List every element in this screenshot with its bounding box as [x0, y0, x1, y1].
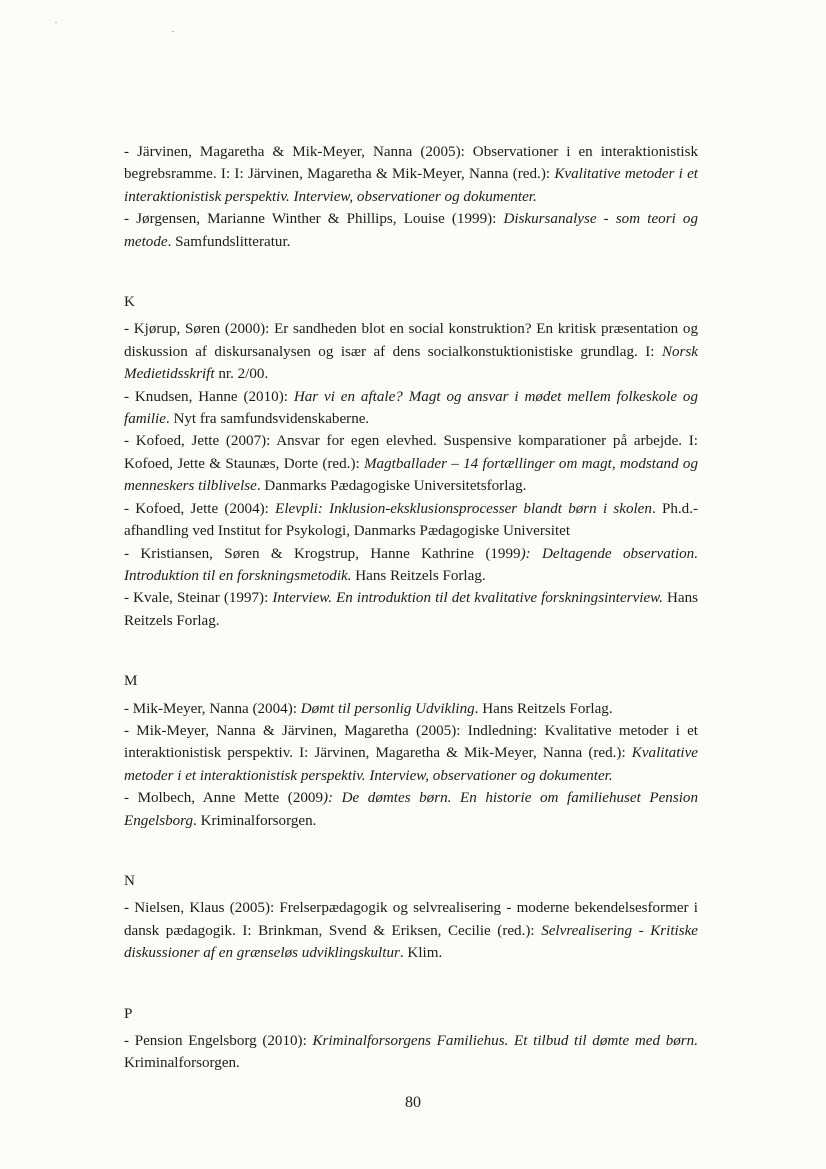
reference-text: - Järvinen, Magaretha & Mik-Meyer, Nanna (2005): Observationer i en interaktionistisk begrebsramme. I: I: Järvinen, Magaretha & Mik-Meyer, Nanna (red.):: [124, 144, 698, 183]
reference-text: - Nielsen, Klaus (2005): Frelserpædagogik og selvrealisering - moderne bekendelsesformer i dansk pædagogik. I: Brinkman, Svend & Eriksen, Cecilie (red.):: [124, 900, 698, 939]
reference-text: - Kjørup, Søren (2000): Er sandheden blot en social konstruktion? En kritisk præsentation og diskussion af diskursanalysen og især af dens socialkonstuktionistiske grundlag. I:: [124, 321, 698, 360]
reference-text: - Molbech, Anne Mette (2009: [124, 790, 324, 807]
reference-text: nr. 2/00.: [214, 366, 269, 383]
reference-text: . Ph.d.-afhandling ved Institut for Psykologi, Danmarks Pædagogiske Universitet: [124, 500, 699, 540]
bibliography-section: [124, 965, 698, 1075]
reference-entry: [124, 386, 698, 431]
reference-text: . Hans Reitzels Forlag.: [474, 700, 613, 717]
reference-text: - Mik-Meyer, Nanna & Järvinen, Magaretha (2005): Indledning: Kvalitative metoder i et interaktionistisk perspektiv. I: Järvinen, Magaretha & Mik-Meyer, Nanna (red.):: [124, 722, 698, 762]
reference-text: . Danmarks Pædagogiske Universitetsforlag.: [256, 478, 527, 495]
bibliography: [124, 141, 698, 1075]
reference-entry: [124, 587, 698, 632]
section-letter-heading: K: [124, 294, 135, 311]
reference-entry: [124, 720, 698, 787]
reference-title: Kvalitative metoder i et interaktionistisk perspektiv. Interview, observationer og dokumenter.: [124, 166, 699, 205]
reference-title: Diskursanalyse - som teori og metode: [124, 211, 698, 250]
reference-text: - Kvale, Steinar (1997):: [124, 590, 273, 607]
reference-text: - Kofoed, Jette (2007): Ansvar for egen elevhed. Suspensive komparationer på arbejde. I: Kofoed, Jette & Staunæs, Dorte (red.):: [124, 433, 698, 472]
reference-text: - Mik-Meyer, Nanna (2004):: [124, 700, 301, 717]
reference-title: ): De dømtes børn. En historie om familiehuset Pension Engelsborg: [124, 790, 699, 829]
reference-text: - Knudsen, Hanne (2010):: [124, 388, 294, 405]
reference-text: Kriminalforsorgen.: [124, 1055, 240, 1072]
bibliography-section: [124, 253, 698, 632]
reference-entry: [124, 543, 698, 588]
reference-entry: [124, 787, 698, 832]
section-letter-heading: N: [124, 872, 135, 889]
reference-entry: [124, 430, 698, 497]
reference-title: Magtballader – 14 fortællinger om magt, modstand og menneskers tilblivelse: [124, 455, 699, 495]
reference-text: . Klim.: [399, 945, 443, 962]
reference-entry: [124, 897, 698, 964]
scan-speck: [55, 22, 57, 23]
reference-text: - Kofoed, Jette (2004):: [124, 500, 276, 517]
reference-text: . Nyt fra samfundsvidenskaberne.: [165, 411, 370, 428]
bibliography-section: [124, 832, 698, 965]
reference-title: Dømt til personlig Udvikling: [300, 700, 475, 717]
section-letter-heading: P: [124, 1005, 133, 1022]
reference-text: - Pension Engelsborg (2010):: [124, 1033, 313, 1049]
reference-text: - Jørgensen, Marianne Winther & Phillips, Louise (1999):: [124, 211, 504, 228]
section-letter-heading: M: [124, 673, 138, 690]
reference-title: Norsk Medietidsskrift: [124, 343, 698, 383]
reference-text: Hans Reitzels Forlag.: [124, 590, 698, 629]
page-number: 80: [405, 1094, 421, 1111]
reference-entry: [124, 698, 698, 720]
reference-text: Hans Reitzels Forlag.: [351, 567, 486, 584]
reference-title: Kriminalforsorgens Familiehus. Et tilbud til dømte med børn.: [312, 1033, 698, 1049]
reference-entry: [124, 498, 698, 543]
bibliography-section: [124, 141, 698, 253]
reference-entry: [124, 208, 698, 253]
reference-title: Interview. En introduktion til det kvalitative forskningsinterview.: [272, 590, 663, 607]
reference-title: Har vi en aftale? Magt og ansvar i mødet mellem folkeskole og familie: [124, 388, 698, 428]
scan-speck: [172, 31, 174, 32]
reference-text: . Kriminalforsorgen.: [193, 812, 317, 829]
reference-title: Selvrealisering - Kritiske diskussioner af en grænseløs udviklingskultur: [124, 922, 698, 962]
reference-title: Elevpli: Inklusion-eksklusionsprocesser blandt børn i skolen: [275, 500, 652, 517]
reference-entry: [124, 1030, 698, 1075]
reference-entry: [124, 141, 698, 208]
bibliography-section: [124, 632, 698, 832]
reference-title: Kvalitative metoder i et interaktionistisk perspektiv. Interview, observationer og dokumenter.: [124, 745, 698, 784]
reference-text: - Kristiansen, Søren & Krogstrup, Hanne Kathrine (1999: [124, 545, 521, 562]
reference-entry: [124, 318, 698, 385]
reference-text: . Samfundslitteratur.: [167, 233, 291, 250]
reference-title: ): Deltagende observation. Introduktion til en forskningsmetodik.: [124, 545, 699, 584]
